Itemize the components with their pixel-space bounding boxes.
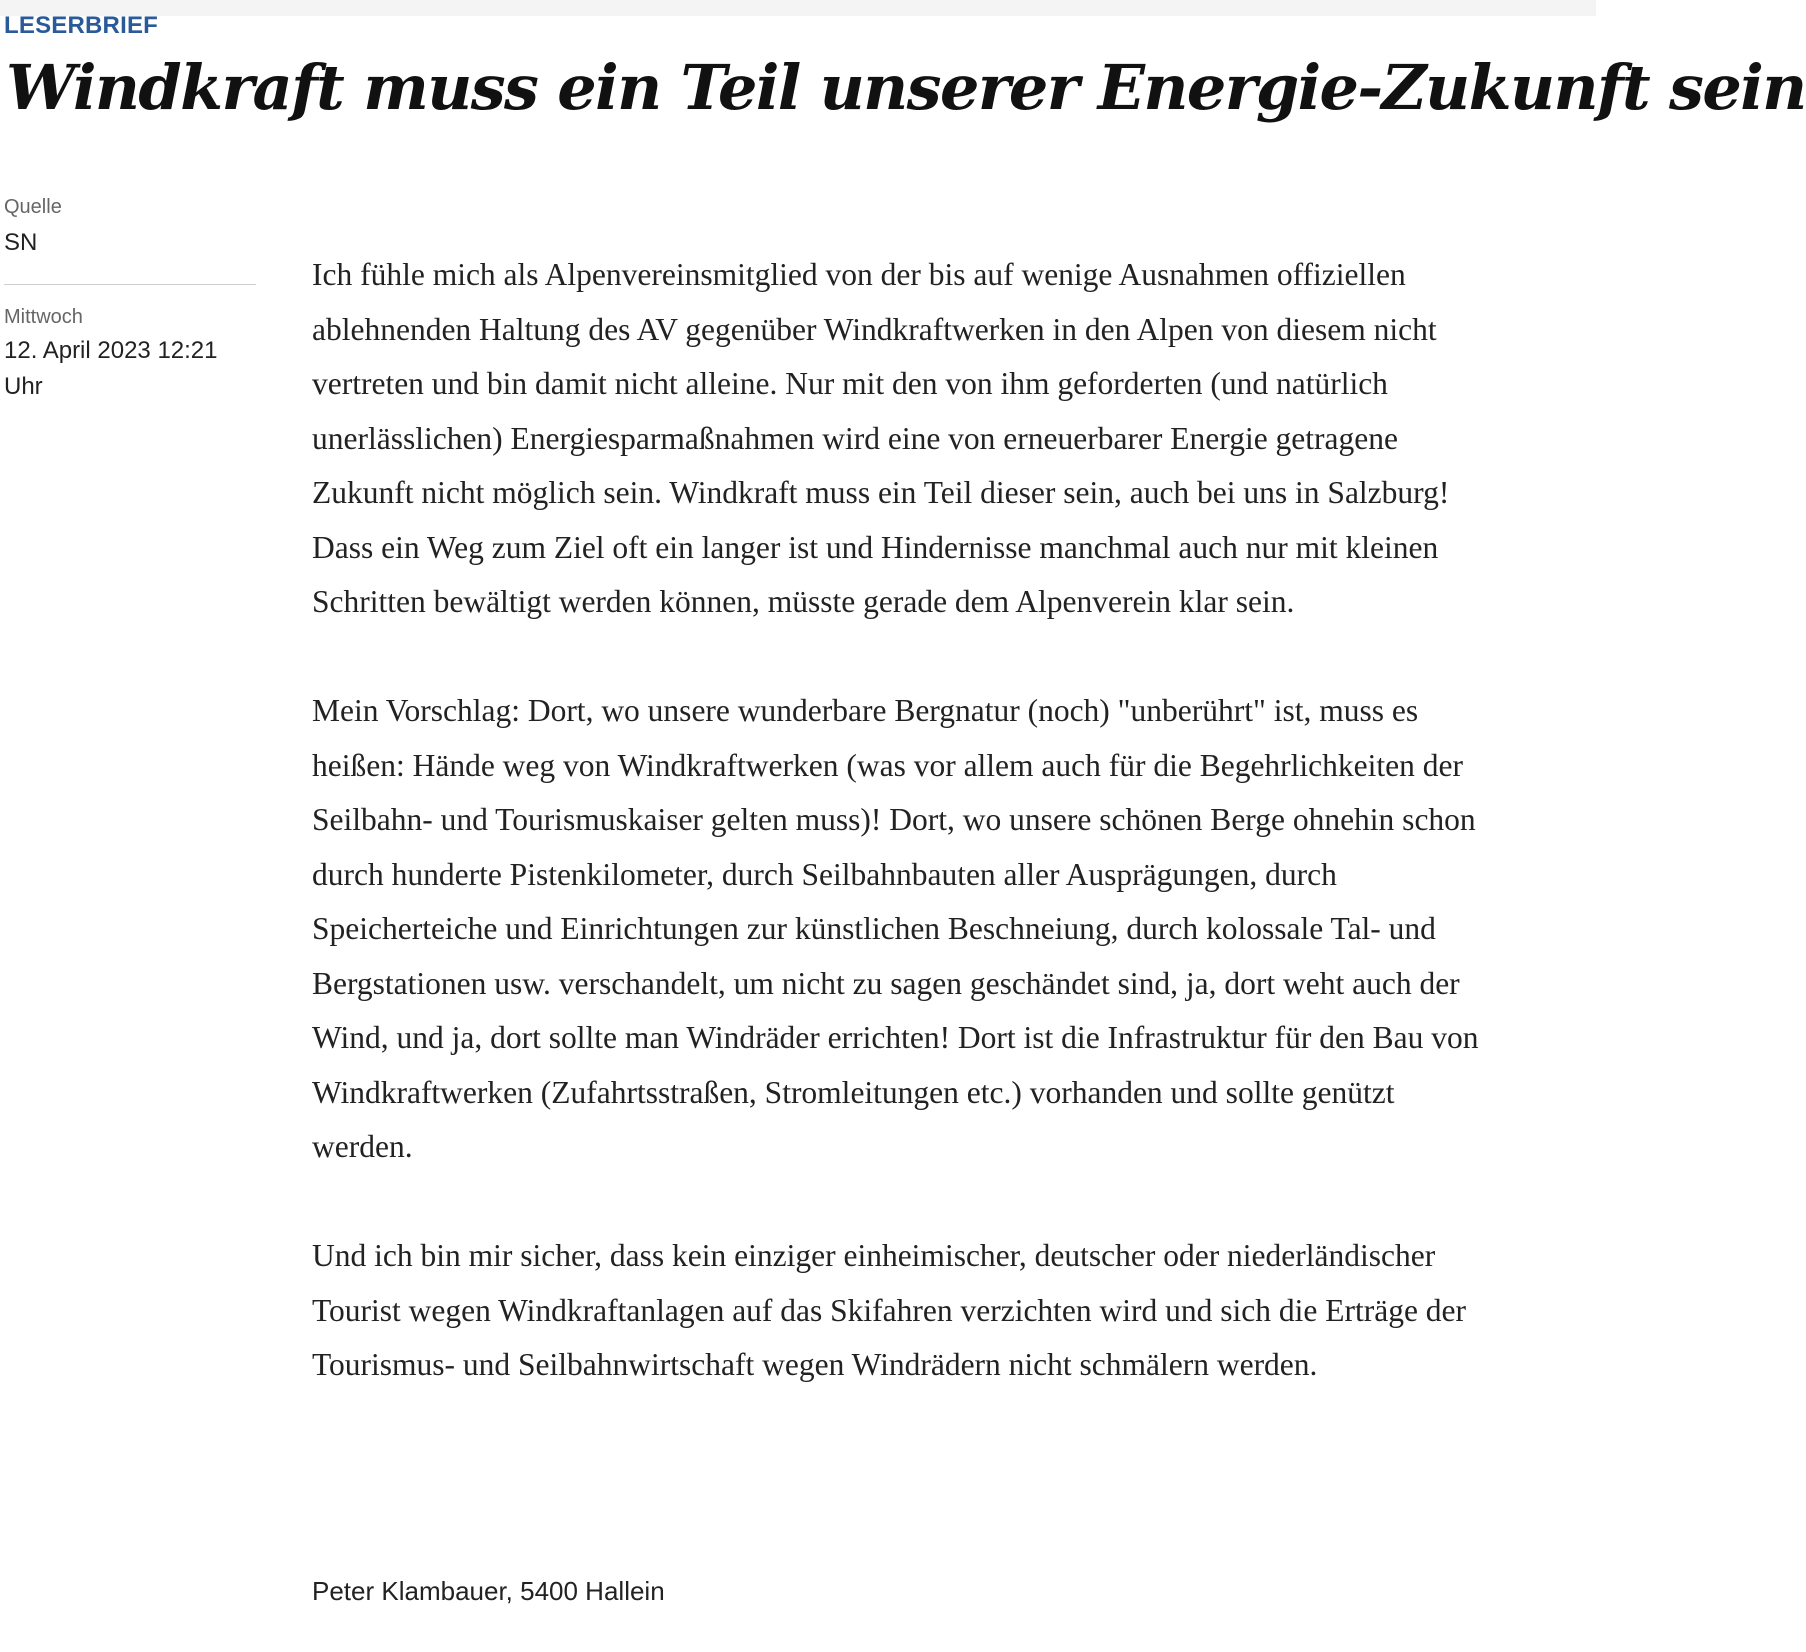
top-bar (0, 0, 1596, 16)
weekday-label: Mittwoch (4, 306, 83, 328)
meta-date (4, 306, 258, 405)
section-kicker[interactable]: LESERBRIEF (4, 12, 159, 39)
body-paragraph: Mein Vorschlag: Dort, wo unsere wunderbare Bergnatur (noch) "unberührt" ist, muss es heißen: Hände weg von Windkraftwerken (was vor allem auch für die Begehrlichkeiten der Seilbahn- und Tourismuskaiser gelten muss)! Dort, wo unsere schönen Berge ohnehin schon durch hunderte Pistenkilometer, durch Seilbahnbauten aller Ausprägungen, durch Speicherteiche und Einrichtungen zur künstlichen Beschneiung, durch kolossale Tal- und Bergstationen usw. verschandelt, um nicht zu sagen geschändet sind, ja, dort weht auch der Wind, und ja, dort sollte man Windräder errichten! Dort ist die Infrastruktur für den Bau von Windkraftwerken (Zufahrtsstraßen, Stromleitungen etc.) vorhanden und sollte genützt werden. (312, 693, 1479, 1164)
body-paragraph: Und ich bin mir sicher, dass kein einziger einheimischer, deutscher oder niederländischer Tourist wegen Windkraftanlagen auf das Skifahren verzichten wird und sich die Erträge der Tourismus- und Seilbahnwirtschaft wegen Windrädern nicht schmälern werden. (312, 1238, 1467, 1382)
article-body (312, 248, 1482, 1447)
meta-divider (4, 284, 256, 285)
meta-source (4, 196, 258, 261)
publish-date: 12. April 2023 12:21 Uhr (4, 337, 218, 400)
author-signature: Peter Klambauer, 5400 Hallein (312, 1576, 665, 1606)
article-headline: Windkraft muss ein Teil unserer Energie-Zukunft sein (6, 51, 1806, 124)
source-label: Quelle (4, 196, 62, 218)
body-paragraph: Ich fühle mich als Alpenvereinsmitglied von der bis auf wenige Ausnahmen offiziellen ablehnenden Haltung des AV gegenüber Windkraftwerken in den Alpen von diesem nicht vertreten und bin damit nicht alleine. Nur mit den von ihm geforderten (und natürlich unerlässlichen) Energiesparmaßnahmen wird eine von erneuerbarer Energie getragene Zukunft nicht möglich sein. Windkraft muss ein Teil dieser sein, auch bei uns in Salzburg! Dass ein Weg zum Ziel oft ein langer ist und Hindernisse manchmal auch nur mit kleinen Schritten bewältigt werden können, müsste gerade dem Alpenverein klar sein. (312, 257, 1450, 619)
source-value: SN (4, 229, 38, 256)
